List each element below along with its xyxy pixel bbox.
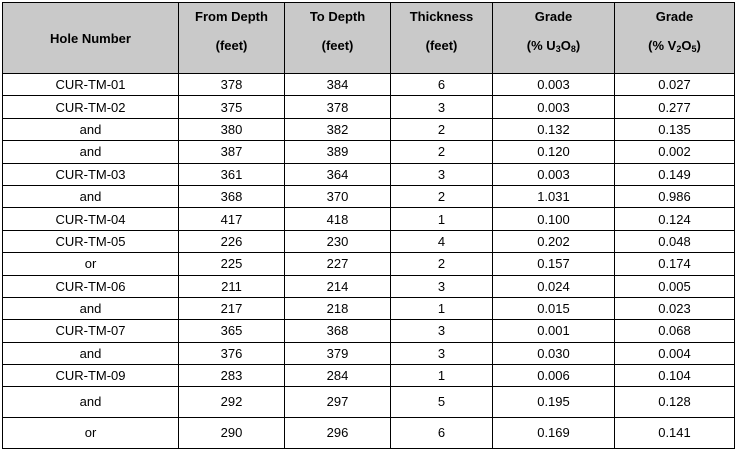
cell-to-depth: 389 <box>285 141 391 163</box>
u3o8-sub2: 8 <box>570 44 576 54</box>
cell-from-depth: 387 <box>179 141 285 163</box>
table-row <box>3 253 735 275</box>
cell-to-depth: 218 <box>285 297 391 319</box>
header-to-depth-label: To Depth <box>309 9 366 24</box>
u3o8-prefix: (% U <box>526 38 556 53</box>
cell-to-depth: 227 <box>285 253 391 275</box>
cell-grade-u3o8: 1.031 <box>493 185 615 207</box>
header-grade-u3o8 <box>493 3 615 74</box>
cell-to-depth: 418 <box>285 208 391 230</box>
cell-hole-number: and <box>3 141 179 163</box>
u3o8-sub1: 3 <box>555 44 561 54</box>
cell-grade-u3o8: 0.202 <box>493 230 615 252</box>
cell-to-depth: 379 <box>285 342 391 364</box>
cell-hole-number: CUR-TM-05 <box>3 230 179 252</box>
cell-thickness: 1 <box>391 297 493 319</box>
cell-hole-number: CUR-TM-06 <box>3 275 179 297</box>
cell-from-depth: 376 <box>179 342 285 364</box>
header-from-depth <box>179 3 285 74</box>
cell-hole-number: CUR-TM-07 <box>3 320 179 342</box>
cell-grade-v2o5: 0.135 <box>615 118 735 140</box>
header-grade-v2o5-unit <box>615 38 734 54</box>
table-row <box>3 320 735 342</box>
cell-grade-v2o5: 0.141 <box>615 418 735 449</box>
cell-from-depth: 365 <box>179 320 285 342</box>
table-row <box>3 387 735 418</box>
cell-to-depth: 384 <box>285 74 391 96</box>
cell-grade-u3o8: 0.132 <box>493 118 615 140</box>
cell-from-depth: 283 <box>179 365 285 387</box>
cell-grade-u3o8: 0.015 <box>493 297 615 319</box>
cell-thickness: 2 <box>391 118 493 140</box>
cell-hole-number: CUR-TM-01 <box>3 74 179 96</box>
header-hole-number <box>3 3 179 74</box>
table-row <box>3 163 735 185</box>
table-row <box>3 418 735 449</box>
cell-thickness: 2 <box>391 253 493 275</box>
cell-grade-u3o8: 0.003 <box>493 96 615 118</box>
cell-to-depth: 364 <box>285 163 391 185</box>
cell-thickness: 3 <box>391 342 493 364</box>
cell-from-depth: 290 <box>179 418 285 449</box>
cell-grade-v2o5: 0.174 <box>615 253 735 275</box>
cell-to-depth: 382 <box>285 118 391 140</box>
table-row <box>3 230 735 252</box>
table-row <box>3 297 735 319</box>
cell-grade-v2o5: 0.149 <box>615 163 735 185</box>
cell-thickness: 3 <box>391 96 493 118</box>
cell-from-depth: 225 <box>179 253 285 275</box>
header-from-depth-unit: (feet) <box>215 38 248 53</box>
cell-to-depth: 297 <box>285 387 391 418</box>
v2o5-mid: O <box>681 38 692 53</box>
cell-from-depth: 211 <box>179 275 285 297</box>
cell-hole-number: or <box>3 253 179 275</box>
u3o8-suffix: ) <box>575 38 581 53</box>
cell-grade-v2o5: 0.124 <box>615 208 735 230</box>
table-row <box>3 141 735 163</box>
cell-grade-u3o8: 0.001 <box>493 320 615 342</box>
cell-from-depth: 378 <box>179 74 285 96</box>
cell-grade-u3o8: 0.120 <box>493 141 615 163</box>
cell-hole-number: and <box>3 342 179 364</box>
cell-thickness: 1 <box>391 365 493 387</box>
cell-to-depth: 230 <box>285 230 391 252</box>
cell-from-depth: 292 <box>179 387 285 418</box>
cell-hole-number: CUR-TM-02 <box>3 96 179 118</box>
cell-from-depth: 226 <box>179 230 285 252</box>
drill-results-table <box>2 2 735 449</box>
cell-hole-number: CUR-TM-03 <box>3 163 179 185</box>
header-to-depth <box>285 3 391 74</box>
v2o5-sub2: 5 <box>691 44 697 54</box>
header-to-depth-unit: (feet) <box>321 38 354 53</box>
cell-grade-v2o5: 0.068 <box>615 320 735 342</box>
cell-hole-number: CUR-TM-04 <box>3 208 179 230</box>
header-grade-u3o8-label: Grade <box>534 9 573 24</box>
cell-to-depth: 378 <box>285 96 391 118</box>
cell-grade-v2o5: 0.048 <box>615 230 735 252</box>
cell-grade-v2o5: 0.005 <box>615 275 735 297</box>
cell-thickness: 2 <box>391 141 493 163</box>
cell-from-depth: 375 <box>179 96 285 118</box>
header-grade-v2o5 <box>615 3 735 74</box>
cell-from-depth: 361 <box>179 163 285 185</box>
header-thickness <box>391 3 493 74</box>
table-row <box>3 208 735 230</box>
v2o5-sub1: 2 <box>676 44 682 54</box>
table-body <box>3 74 735 449</box>
cell-to-depth: 296 <box>285 418 391 449</box>
cell-grade-u3o8: 0.157 <box>493 253 615 275</box>
cell-grade-u3o8: 0.006 <box>493 365 615 387</box>
cell-to-depth: 284 <box>285 365 391 387</box>
header-thickness-label: Thickness <box>409 9 474 24</box>
cell-thickness: 5 <box>391 387 493 418</box>
cell-grade-v2o5: 0.004 <box>615 342 735 364</box>
cell-to-depth: 214 <box>285 275 391 297</box>
cell-thickness: 4 <box>391 230 493 252</box>
cell-grade-u3o8: 0.100 <box>493 208 615 230</box>
header-from-depth-label: From Depth <box>195 9 268 24</box>
cell-thickness: 6 <box>391 418 493 449</box>
cell-hole-number: and <box>3 387 179 418</box>
cell-thickness: 3 <box>391 163 493 185</box>
header-thickness-unit: (feet) <box>425 38 458 53</box>
v2o5-prefix: (% V <box>648 38 677 53</box>
cell-grade-v2o5: 0.002 <box>615 141 735 163</box>
v2o5-suffix: ) <box>696 38 701 53</box>
table-row <box>3 365 735 387</box>
cell-grade-u3o8: 0.003 <box>493 74 615 96</box>
cell-hole-number: and <box>3 185 179 207</box>
cell-thickness: 3 <box>391 275 493 297</box>
cell-thickness: 6 <box>391 74 493 96</box>
table-row <box>3 342 735 364</box>
cell-grade-u3o8: 0.003 <box>493 163 615 185</box>
cell-grade-u3o8: 0.024 <box>493 275 615 297</box>
cell-hole-number: and <box>3 118 179 140</box>
cell-to-depth: 368 <box>285 320 391 342</box>
cell-grade-v2o5: 0.023 <box>615 297 735 319</box>
cell-to-depth: 370 <box>285 185 391 207</box>
cell-grade-u3o8: 0.195 <box>493 387 615 418</box>
cell-thickness: 2 <box>391 185 493 207</box>
cell-grade-v2o5: 0.277 <box>615 96 735 118</box>
cell-grade-v2o5: 0.128 <box>615 387 735 418</box>
cell-grade-v2o5: 0.104 <box>615 365 735 387</box>
header-grade-v2o5-label: Grade <box>655 9 694 24</box>
table-row <box>3 185 735 207</box>
header-row <box>3 3 735 74</box>
cell-thickness: 3 <box>391 320 493 342</box>
table-row <box>3 118 735 140</box>
cell-from-depth: 417 <box>179 208 285 230</box>
header-grade-u3o8-unit <box>493 38 614 54</box>
cell-from-depth: 368 <box>179 185 285 207</box>
cell-grade-u3o8: 0.169 <box>493 418 615 449</box>
cell-hole-number: or <box>3 418 179 449</box>
cell-thickness: 1 <box>391 208 493 230</box>
cell-hole-number: and <box>3 297 179 319</box>
table-row <box>3 74 735 96</box>
cell-grade-u3o8: 0.030 <box>493 342 615 364</box>
u3o8-mid: O <box>560 38 571 53</box>
table-header <box>3 3 735 74</box>
cell-from-depth: 217 <box>179 297 285 319</box>
cell-hole-number: CUR-TM-09 <box>3 365 179 387</box>
header-hole-number-label: Hole Number <box>50 30 131 46</box>
table-row <box>3 275 735 297</box>
cell-from-depth: 380 <box>179 118 285 140</box>
cell-grade-v2o5: 0.986 <box>615 185 735 207</box>
table-row <box>3 96 735 118</box>
cell-grade-v2o5: 0.027 <box>615 74 735 96</box>
